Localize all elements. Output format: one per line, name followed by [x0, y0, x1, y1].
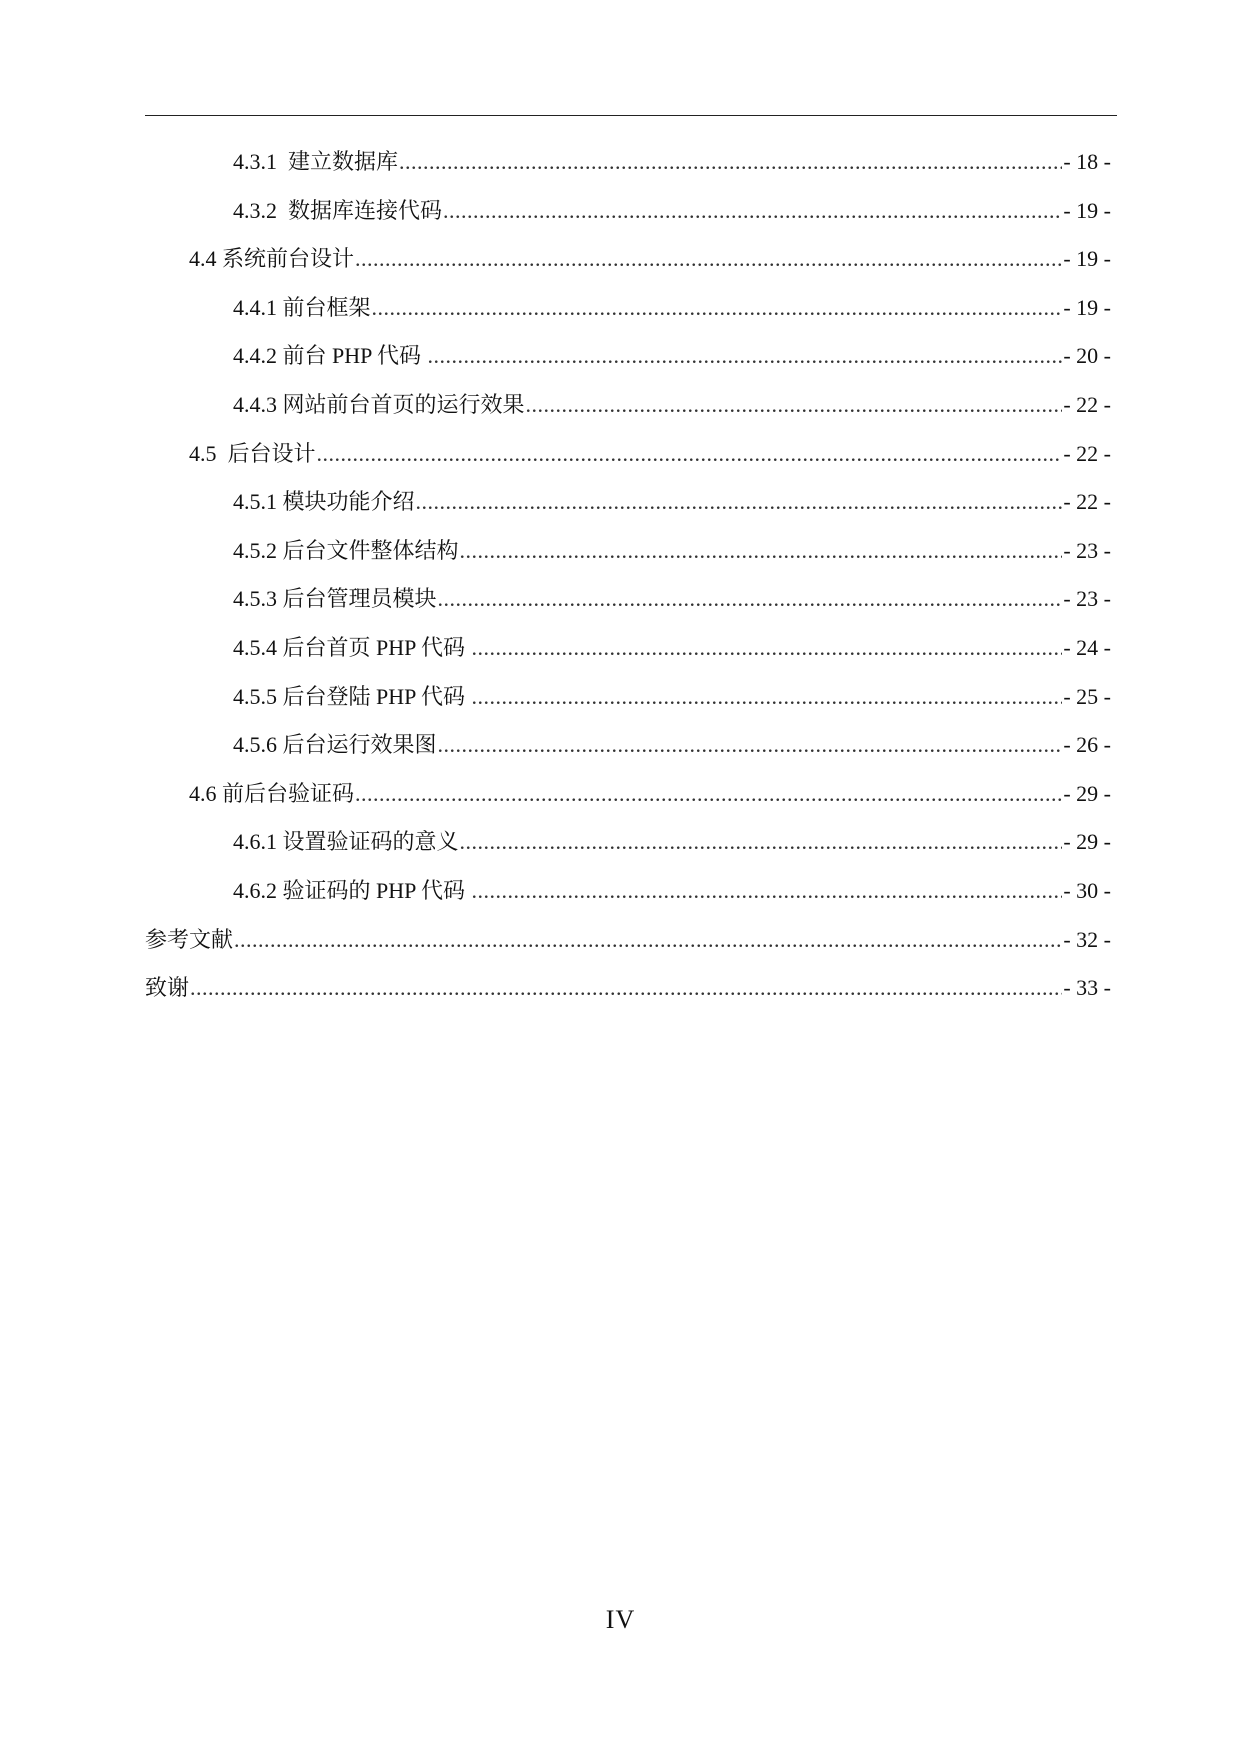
toc-entry-title: 4.5.3 后台管理员模块: [233, 586, 437, 612]
toc-entry[interactable]: [145, 478, 1117, 527]
toc-entry-title: 4.5.1 模块功能介绍: [233, 489, 415, 515]
toc-entry-page: - 20 -: [1063, 343, 1111, 369]
toc-entry-page: - 18 -: [1063, 149, 1111, 174]
toc-entry-page: - 22 -: [1063, 440, 1111, 466]
header-rule: [145, 115, 1117, 116]
toc-entry[interactable]: [145, 138, 1117, 187]
toc-entry[interactable]: [145, 916, 1117, 965]
toc-entry-title: 参考文献: [145, 926, 234, 952]
toc-entry-page: - 32 -: [1063, 926, 1111, 952]
toc-entry[interactable]: [145, 381, 1117, 430]
toc-entry-page: - 19 -: [1063, 197, 1111, 223]
toc-entry[interactable]: [145, 721, 1117, 770]
toc-entry[interactable]: [145, 527, 1117, 576]
toc-entry[interactable]: [145, 332, 1117, 381]
toc-dot-leader: [460, 527, 1063, 576]
toc-entry-page: - 19 -: [1063, 294, 1111, 320]
toc-dot-leader: [317, 430, 1063, 479]
toc-dot-leader: [443, 187, 1062, 236]
toc-entry[interactable]: [145, 673, 1117, 722]
toc-entry-title: 4.4.3 网站前台首页的运行效果: [233, 391, 525, 417]
toc-entry[interactable]: [145, 187, 1117, 236]
toc-entry-title: 4.6 前后台验证码: [189, 780, 355, 806]
toc-dot-leader: [460, 818, 1063, 867]
toc-entry[interactable]: [145, 867, 1117, 916]
toc-dot-leader: [190, 964, 1062, 1013]
toc-dot-leader: [399, 138, 1062, 187]
toc-entry-title: 4.6.2 验证码的 PHP 代码: [233, 877, 471, 903]
toc-entry-page: - 24 -: [1063, 634, 1111, 660]
toc-entry[interactable]: [145, 575, 1117, 624]
toc-entry-page: - 23 -: [1063, 586, 1111, 612]
toc-entry-page: - 19 -: [1063, 246, 1111, 272]
toc-dot-leader: [234, 916, 1062, 965]
toc-entry-title: 4.4.2 前台 PHP 代码: [233, 343, 427, 369]
toc-dot-leader: [355, 770, 1062, 819]
toc-entry-page: - 33 -: [1063, 975, 1111, 1001]
toc-dot-leader: [472, 673, 1063, 722]
toc-entry-title: 4.6.1 设置验证码的意义: [233, 829, 459, 855]
toc-dot-leader: [438, 575, 1063, 624]
toc-entry-title: 4.5.4 后台首页 PHP 代码: [233, 634, 471, 660]
toc-dot-leader: [472, 867, 1063, 916]
toc-entry[interactable]: [145, 964, 1117, 1013]
page-number: IV: [605, 1605, 636, 1634]
toc-entry-page: - 22 -: [1063, 489, 1111, 515]
toc-entry-page: - 26 -: [1063, 732, 1111, 758]
toc-entry[interactable]: [145, 770, 1117, 819]
toc-entry-title: 4.4 系统前台设计: [189, 246, 355, 272]
toc-dot-leader: [438, 721, 1063, 770]
toc-dot-leader: [526, 381, 1063, 430]
toc-entry-title: 4.5.6 后台运行效果图: [233, 732, 437, 758]
toc-entry-title: 4.5 后台设计: [189, 440, 316, 466]
toc-entry[interactable]: [145, 284, 1117, 333]
toc-dot-leader: [416, 478, 1063, 527]
toc-dot-leader: [372, 284, 1063, 333]
toc-entry-page: - 22 -: [1063, 391, 1111, 417]
toc-entry-page: - 23 -: [1063, 537, 1111, 563]
toc-entry-page: - 25 -: [1063, 683, 1111, 709]
toc-dot-leader: [355, 235, 1062, 284]
table-of-contents: [145, 138, 1117, 1013]
toc-dot-leader: [428, 332, 1063, 381]
toc-entry-page: - 30 -: [1063, 877, 1111, 903]
toc-entry[interactable]: [145, 235, 1117, 284]
toc-entry-title: 4.5.2 后台文件整体结构: [233, 537, 459, 563]
toc-entry-title: 4.4.1 前台框架: [233, 294, 371, 320]
toc-entry[interactable]: [145, 624, 1117, 673]
toc-entry-title: 致谢: [145, 975, 190, 1001]
toc-entry[interactable]: [145, 430, 1117, 479]
toc-entry-title: 4.5.5 后台登陆 PHP 代码: [233, 683, 471, 709]
toc-entry-page: - 29 -: [1063, 829, 1111, 855]
toc-entry[interactable]: [145, 818, 1117, 867]
toc-entry-title: 4.3.2 数据库连接代码: [233, 197, 443, 223]
toc-dot-leader: [472, 624, 1063, 673]
toc-entry-page: - 29 -: [1063, 780, 1111, 806]
toc-entry-title: 4.3.1 建立数据库: [233, 149, 399, 174]
